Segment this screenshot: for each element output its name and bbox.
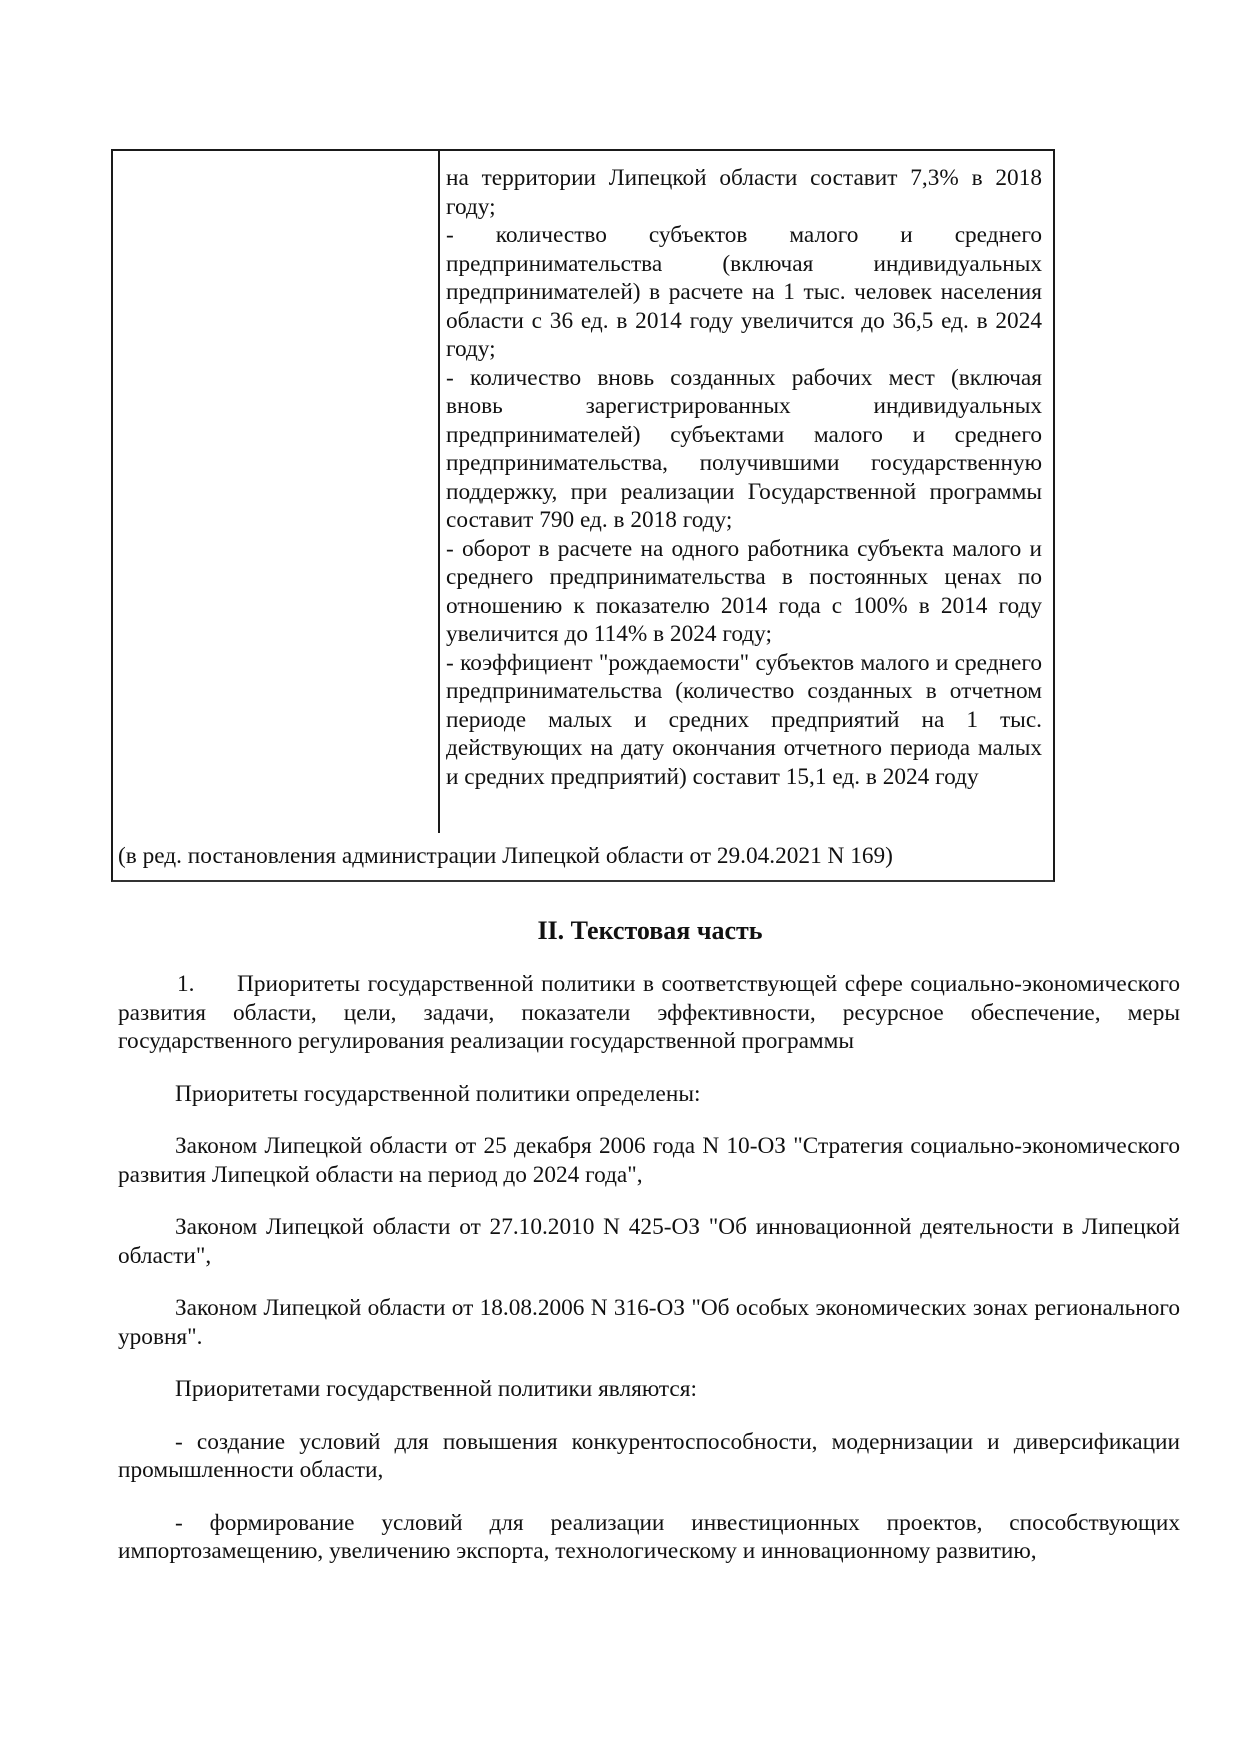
table-revision-note: (в ред. постановления администрации Липецкой области от 29.04.2021 N 169) bbox=[118, 843, 893, 869]
indicators-table bbox=[111, 149, 1055, 882]
table-left-cell bbox=[113, 151, 440, 833]
section-body bbox=[118, 970, 1180, 1590]
section-title: II. Текстовая часть bbox=[537, 916, 763, 945]
indicator-item: на территории Липецкой области составит 7,3% в 2018 году; bbox=[446, 165, 1042, 220]
table-right-cell bbox=[446, 164, 1042, 791]
paragraph-law-reference: Законом Липецкой области от 25 декабря 2006 года N 10-ОЗ "Стратегия социально-экономического развития Липецкой области на период до 2024 года", bbox=[118, 1133, 1180, 1188]
indicator-item: - количество субъектов малого и среднего предпринимательства (включая индивидуальных предпринимателей) в расчете на 1 тыс. человек населения области с 36 ед. в 2014 году увеличится до 36,5 ед. в 2024 году; bbox=[446, 222, 1042, 362]
priority-list-item: - создание условий для повышения конкурентоспособности, модернизации и диверсификации промышленности области, bbox=[118, 1428, 1180, 1483]
paragraph-text: Приоритеты государственной политики в соответствующей сфере социально-экономического развития области, цели, задачи, показатели эффективности, ресурсное обеспечение, меры государственного регулирования реализации государственной программы bbox=[118, 971, 1180, 1054]
paragraph-law-reference: Законом Липецкой области от 18.08.2006 N 316-ОЗ "Об особых экономических зонах регионального уровня". bbox=[118, 1295, 1180, 1350]
paragraph: Приоритетами государственной политики являются: bbox=[175, 1376, 697, 1402]
paragraph-number: 1. bbox=[177, 971, 195, 997]
paragraph-priorities-heading bbox=[118, 970, 1180, 1056]
paragraph-law-reference: Законом Липецкой области от 27.10.2010 N 425-ОЗ "Об инновационной деятельности в Липецкой области", bbox=[118, 1214, 1180, 1269]
priority-list-item: - формирование условий для реализации инвестиционных проектов, способствующих импортозамещению, увеличению экспорта, технологическому и инновационному развитию, bbox=[118, 1509, 1180, 1564]
paragraph: Приоритеты государственной политики определены: bbox=[175, 1080, 701, 1107]
indicator-item: - коэффициент "рождаемости" субъектов малого и среднего предпринимательства (количество созданных в отчетном периоде малых и средних предприятий на 1 тыс. действующих на дату окончания отчетного периода малых и средних предприятий) составит 15,1 ед. в 2024 году bbox=[446, 649, 1042, 790]
indicator-item: - количество вновь созданных рабочих мест (включая вновь зарегистрированных индивидуальных предпринимателей) субъектами малого и среднего предпринимательства, получившими государственную поддержку, при реализации Государственной программы составит 790 ед. в 2018 году; bbox=[446, 364, 1042, 533]
indicator-item: - оборот в расчете на одного работника субъекта малого и среднего предпринимательства в постоянных ценах по отношению к показателю 2014 года с 100% в 2014 году увеличится до 114% в 2024 году; bbox=[446, 535, 1042, 647]
